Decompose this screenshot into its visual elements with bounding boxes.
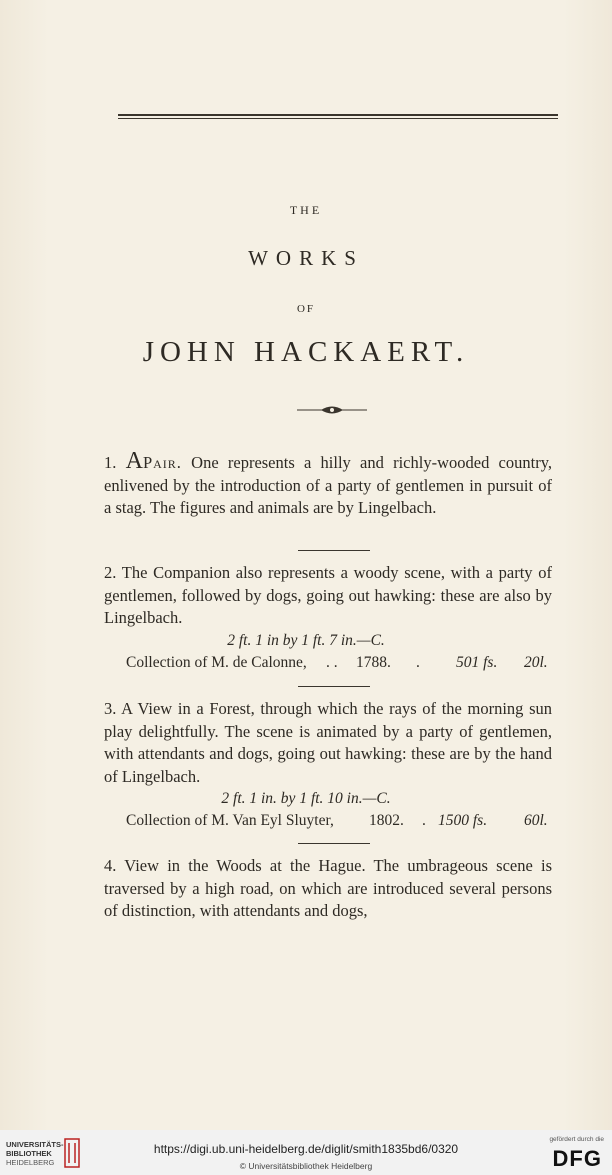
header-rule (118, 114, 558, 116)
page-title: JOHN HACKAERT. (142, 336, 470, 368)
entry-separator (298, 550, 370, 551)
entry-3-dots: . (422, 812, 426, 829)
heading-the: THE (289, 203, 323, 217)
entry-3-price-fs: 1500 fs. (438, 812, 488, 829)
entry-1-lead-letter: A (125, 448, 143, 474)
entry-2-price-l: 20l. (524, 654, 548, 671)
entry-2-collection: Collection of M. de Calonne, (126, 654, 307, 671)
entry-3-dimensions: 2 ft. 1 in. by 1 ft. 10 in.—C. (221, 790, 391, 807)
heading-of: OF (296, 303, 316, 315)
funding-note: gefördert durch die (549, 1136, 604, 1143)
entry-2-text: 2. The Companion also represents a woody scene, with a party of gentlemen, followed by dogs, going out hawking: these are also by Lingelbach. (104, 563, 552, 627)
entry-3-text: 3. A View in a Forest, through which the rays of the morning sun play delightfully. The scene is animated by a party of gentlemen, with attendants and dogs, going out hawking: these are by the hand of Lingelbach. (104, 699, 552, 786)
viewer-footer (0, 1130, 612, 1175)
entry-separator (298, 843, 370, 844)
entry-4-text: 4. View in the Woods at the Hague. The umbrageous scene is traversed by a high road, on which are introduced several persons of distinction, with attendants and dogs, (104, 856, 552, 920)
entry-1-number: 1. (104, 453, 117, 472)
library-logo: UNIVERSITÄTS- BIBLIOTHEK HEIDELBERG (6, 1140, 64, 1167)
ornament-divider-icon (297, 402, 367, 418)
entry-2-dimensions: 2 ft. 1 in by 1 ft. 7 in.—C. (227, 632, 385, 649)
entry-3-collection: Collection of M. Van Eyl Sluyter, (126, 812, 334, 829)
entry-1 (104, 448, 553, 520)
entry-2-dots-2: . (416, 654, 420, 671)
entry-2-year: 1788. (356, 654, 391, 671)
entry-2-price-fs: 501 fs. (456, 654, 498, 671)
entry-1-lead-word: Pair. (142, 453, 182, 472)
copyright-notice: © Universitätsbibliothek Heidelberg (239, 1161, 373, 1171)
header-rule-thin (118, 118, 558, 119)
entry-separator (298, 686, 370, 687)
heading-works: WORKS (248, 246, 364, 270)
dfg-logo[interactable]: DFG (552, 1146, 602, 1171)
entry-3-price-l: 60l. (524, 812, 548, 829)
entry-3-year: 1802. (369, 812, 404, 829)
entry-2-dots: . . (326, 654, 338, 671)
entry-1-text: One represents a hilly and richly-wooded country, enlivened by the introduction of a party of gentlemen in pursuit of a stag. The figures and animals are by Lingelbach. (104, 453, 553, 517)
permalink-url[interactable]: https://digi.ub.uni-heidelberg.de/diglit/smith1835bd6/0320 (153, 1142, 459, 1156)
